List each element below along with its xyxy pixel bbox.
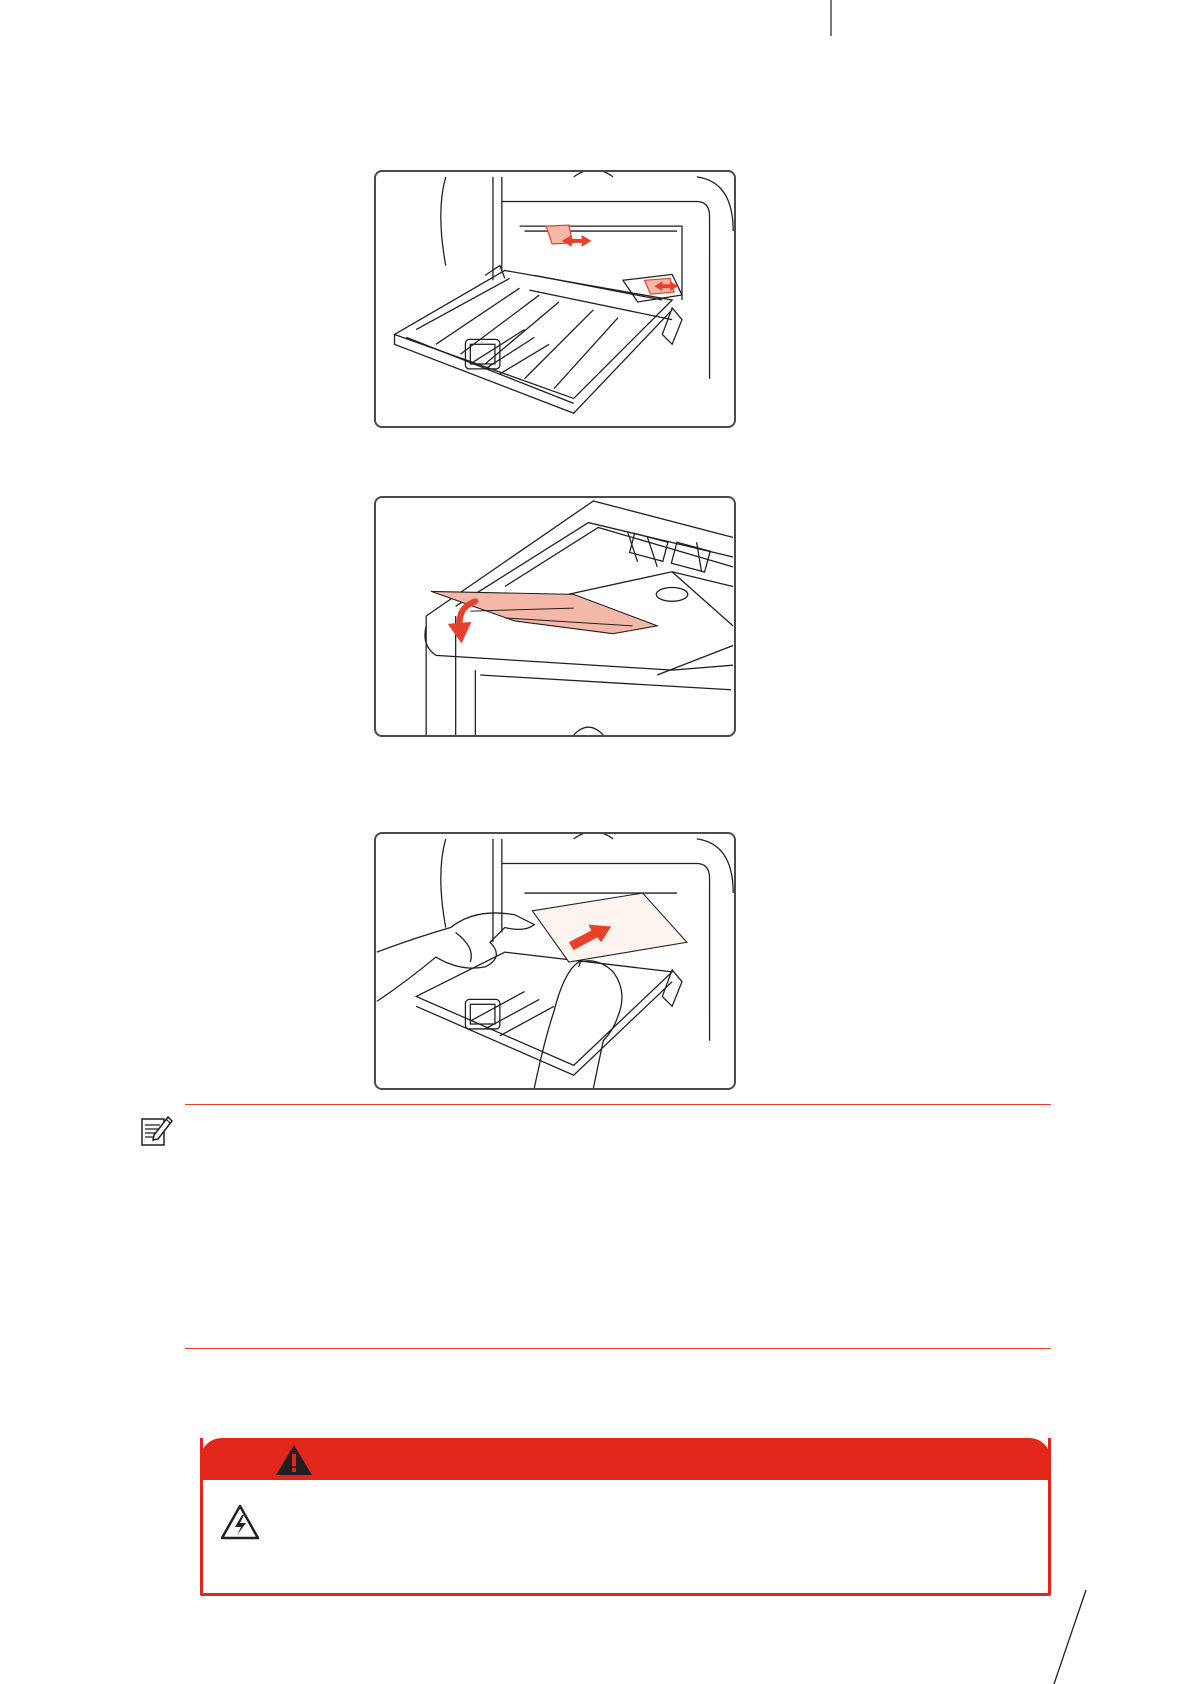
warning-box <box>200 1438 1051 1596</box>
printer-tray-illustration <box>376 172 734 426</box>
figure-adjust-paper-guides <box>374 170 736 428</box>
page-corner-slash <box>1050 1590 1090 1684</box>
note-top-rule <box>185 1104 1051 1105</box>
note-bottom-rule <box>185 1348 1051 1349</box>
hands-loading-paper-illustration <box>376 834 734 1088</box>
figure-open-output-tray <box>374 496 736 737</box>
electric-shock-icon <box>219 1503 261 1541</box>
top-divider-line <box>830 0 832 36</box>
note-pencil-icon <box>140 1113 174 1147</box>
figure-insert-paper <box>374 832 736 1090</box>
printer-top-illustration <box>376 498 734 735</box>
